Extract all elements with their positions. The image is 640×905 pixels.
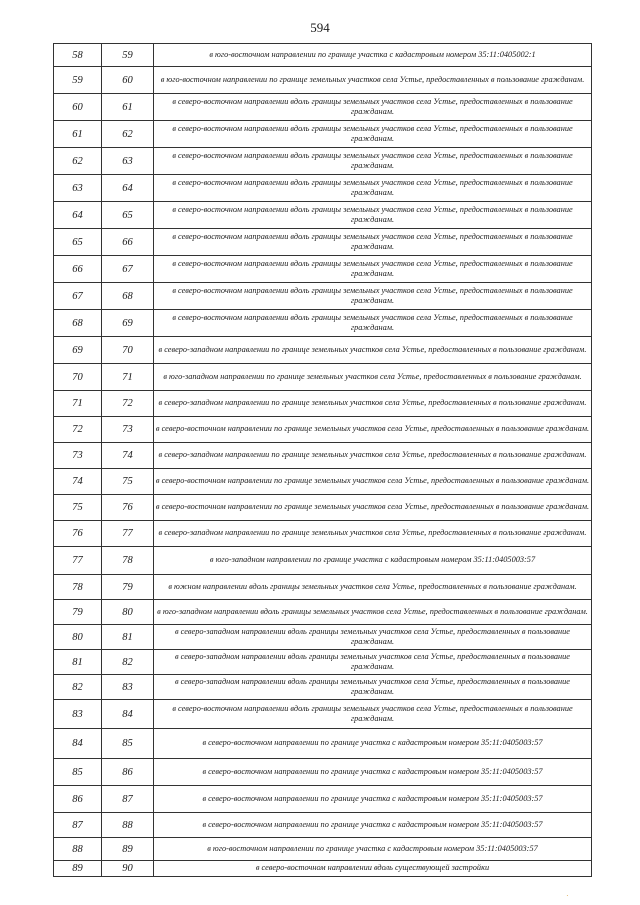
footer-stamp-mark: · [566,891,569,900]
from-point: 82 [54,675,102,700]
direction-description: в северо-западном направлении вдоль границы земельных участков села Устье, предоставленных в пользование гражданам. [154,675,592,700]
table-row [54,729,592,759]
direction-description: в северо-восточном направлении по границе участка с кадастровым номером 35:11:0405003:57 [154,786,592,813]
direction-description: в северо-восточном направлении вдоль границы земельных участков села Устье, предоставленных в пользование гражданам. [154,283,592,310]
from-point: 58 [54,44,102,67]
direction-description: в юго-западном направлении по границе земельных участков села Устье, предоставленных в пользование гражданам. [154,364,592,391]
to-point: 71 [102,364,154,391]
direction-description: в северо-восточном направлении вдоль границы земельных участков села Устье, предоставленных в пользование гражданам. [154,700,592,729]
table-row [54,469,592,495]
table-row [54,310,592,337]
table-row [54,547,592,575]
to-point: 74 [102,443,154,469]
from-point: 81 [54,650,102,675]
direction-description: в северо-восточном направлении вдоль границы земельных участков села Устье, предоставленных в пользование гражданам. [154,148,592,175]
to-point: 60 [102,67,154,94]
table-row [54,786,592,813]
table-row [54,283,592,310]
from-point: 66 [54,256,102,283]
table-row [54,337,592,364]
table-row [54,256,592,283]
table-row [54,417,592,443]
direction-description: в северо-восточном направлении вдоль границы земельных участков села Устье, предоставленных в пользование гражданам. [154,202,592,229]
to-point: 87 [102,786,154,813]
to-point: 77 [102,521,154,547]
direction-description: в северо-восточном направлении вдоль границы земельных участков села Устье, предоставленных в пользование гражданам. [154,121,592,148]
direction-description: в северо-восточном направлении вдоль границы земельных участков села Устье, предоставленных в пользование гражданам. [154,229,592,256]
to-point: 63 [102,148,154,175]
direction-description: в северо-восточном направлении по границе земельных участков села Устье, предоставленных в пользование гражданам. [154,417,592,443]
to-point: 83 [102,675,154,700]
direction-description: в юго-восточном направлении по границе участка с кадастровым номером 35:11:0405003:57 [154,838,592,861]
to-point: 80 [102,600,154,625]
table-row [54,148,592,175]
from-point: 85 [54,759,102,786]
from-point: 72 [54,417,102,443]
direction-description: в северо-западном направлении по границе земельных участков села Устье, предоставленных в пользование гражданам. [154,337,592,364]
table-row [54,67,592,94]
from-point: 73 [54,443,102,469]
direction-description: в северо-восточном направлении вдоль границы земельных участков села Устье, предоставленных в пользование гражданам. [154,175,592,202]
from-point: 71 [54,391,102,417]
from-point: 67 [54,283,102,310]
from-point: 74 [54,469,102,495]
table-row [54,443,592,469]
to-point: 88 [102,813,154,838]
to-point: 78 [102,547,154,575]
from-point: 62 [54,148,102,175]
direction-description: в северо-западном направлении по границе земельных участков села Устье, предоставленных в пользование гражданам. [154,391,592,417]
from-point: 87 [54,813,102,838]
table-row [54,759,592,786]
table-row [54,229,592,256]
to-point: 81 [102,625,154,650]
direction-description: в северо-восточном направлении вдоль границы земельных участков села Устье, предоставленных в пользование гражданам. [154,310,592,337]
direction-description: в северо-восточном направлении вдоль границы земельных участков села Устье, предоставленных в пользование гражданам. [154,256,592,283]
from-point: 83 [54,700,102,729]
table-row [54,813,592,838]
to-point: 82 [102,650,154,675]
from-point: 77 [54,547,102,575]
to-point: 86 [102,759,154,786]
page-number: 594 [310,20,330,35]
from-point: 68 [54,310,102,337]
table-row [54,600,592,625]
table-row [54,495,592,521]
from-point: 64 [54,202,102,229]
from-point: 79 [54,600,102,625]
direction-description: в юго-восточном направлении по границе земельных участков села Устье, предоставленных в пользование гражданам. [154,67,592,94]
to-point: 64 [102,175,154,202]
from-point: 65 [54,229,102,256]
to-point: 59 [102,44,154,67]
from-point: 86 [54,786,102,813]
table-row [54,650,592,675]
from-point: 60 [54,94,102,121]
to-point: 76 [102,495,154,521]
direction-description: в северо-западном направлении по границе земельных участков села Устье, предоставленных в пользование гражданам. [154,521,592,547]
direction-description: в северо-восточном направлении вдоль границы земельных участков села Устье, предоставленных в пользование гражданам. [154,94,592,121]
direction-description: в юго-восточном направлении по границе участка с кадастровым номером 35:11:0405002:1 [154,44,592,67]
to-point: 66 [102,229,154,256]
table-row [54,391,592,417]
to-point: 73 [102,417,154,443]
table-row [54,838,592,861]
to-point: 70 [102,337,154,364]
table-row [54,44,592,67]
to-point: 67 [102,256,154,283]
direction-description: в северо-восточном направлении вдоль существующей застройки [154,861,592,877]
table-row [54,575,592,600]
to-point: 61 [102,94,154,121]
boundary-description-table [53,43,592,877]
from-point: 80 [54,625,102,650]
to-point: 90 [102,861,154,877]
to-point: 79 [102,575,154,600]
direction-description: в южном направлении вдоль границы земельных участков села Устье, предоставленных в пользование гражданам. [154,575,592,600]
to-point: 75 [102,469,154,495]
from-point: 59 [54,67,102,94]
to-point: 85 [102,729,154,759]
direction-description: в северо-восточном направлении по границе участка с кадастровым номером 35:11:0405003:57 [154,759,592,786]
table-row [54,700,592,729]
to-point: 65 [102,202,154,229]
from-point: 75 [54,495,102,521]
table-row [54,521,592,547]
from-point: 61 [54,121,102,148]
from-point: 78 [54,575,102,600]
table-row [54,364,592,391]
direction-description: в северо-восточном направлении по границе земельных участков села Устье, предоставленных в пользование гражданам. [154,495,592,521]
to-point: 89 [102,838,154,861]
direction-description: в северо-восточном направлении по границе участка с кадастровым номером 35:11:0405003:57 [154,729,592,759]
direction-description: в юго-западном направлении вдоль границы земельных участков села Устье, предоставленных в пользование гражданам. [154,600,592,625]
table-row [54,94,592,121]
table-row [54,175,592,202]
to-point: 84 [102,700,154,729]
table-row [54,861,592,877]
direction-description: в северо-западном направлении по границе земельных участков села Устье, предоставленных в пользование гражданам. [154,443,592,469]
from-point: 89 [54,861,102,877]
from-point: 69 [54,337,102,364]
table-row [54,202,592,229]
from-point: 88 [54,838,102,861]
from-point: 70 [54,364,102,391]
to-point: 72 [102,391,154,417]
table-row [54,675,592,700]
direction-description: в северо-восточном направлении по границе участка с кадастровым номером 35:11:0405003:57 [154,813,592,838]
table-row [54,625,592,650]
from-point: 63 [54,175,102,202]
from-point: 76 [54,521,102,547]
to-point: 62 [102,121,154,148]
direction-description: в северо-западном направлении вдоль границы земельных участков села Устье, предоставленных в пользование гражданам. [154,625,592,650]
from-point: 84 [54,729,102,759]
to-point: 68 [102,283,154,310]
to-point: 69 [102,310,154,337]
direction-description: в северо-восточном направлении по границе земельных участков села Устье, предоставленных в пользование гражданам. [154,469,592,495]
table-body [54,44,592,877]
direction-description: в юго-западном направлении по границе участка с кадастровым номером 35:11:0405003:57 [154,547,592,575]
table-row [54,121,592,148]
direction-description: в северо-западном направлении вдоль границы земельных участков села Устье, предоставленных в пользование гражданам. [154,650,592,675]
